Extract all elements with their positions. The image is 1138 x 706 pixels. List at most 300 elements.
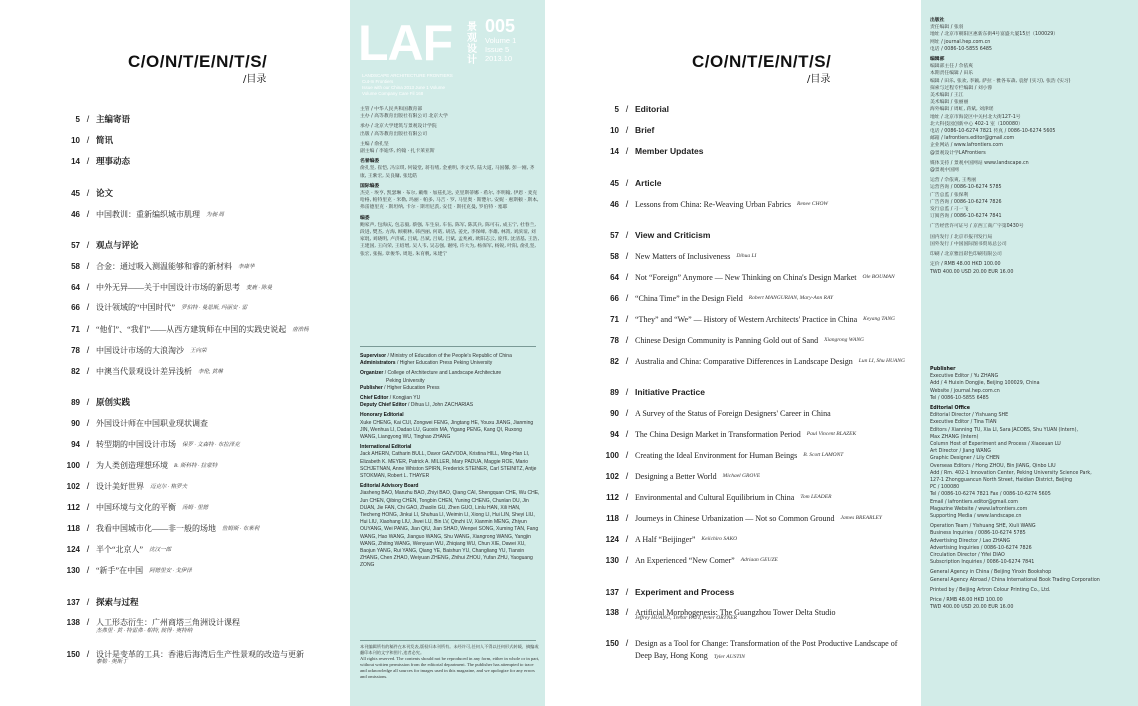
toc-row	[0, 500, 350, 514]
colophon-line: Tel / 0086-10-6274 7821 Fax / 0086-10-6274 5605	[930, 492, 1051, 498]
colophon-line: Price / RMB 48.00 HKD 100.00	[930, 598, 1003, 604]
toc-slash: /	[625, 638, 629, 648]
colophon-line: Business Inquiries / 0086-10-6274 5785	[930, 531, 1026, 537]
colophon-line: Publisher	[930, 367, 956, 372]
toc-slash: /	[86, 439, 90, 449]
toc-page-number: 46	[71, 209, 80, 219]
toc-slash: /	[625, 272, 629, 282]
colophon-block	[930, 251, 1135, 258]
toc-slash: /	[86, 544, 90, 554]
toc-page-number: 10	[71, 135, 80, 145]
toc-page-number: 14	[71, 156, 80, 166]
toc-row	[545, 176, 921, 190]
colophon-line: General Agency Abroad / China International Book Trading Corporation	[930, 577, 1100, 583]
toc-slash: /	[86, 397, 90, 407]
toc-page-number: 100	[605, 450, 619, 460]
toc-article-title: Australia and China: Comparative Differences in Landscape Design	[635, 356, 853, 366]
masthead-small-print	[362, 73, 453, 97]
divider	[360, 346, 536, 347]
divider	[360, 640, 536, 641]
toc-slash: /	[86, 345, 90, 355]
toc-article-title: A Half “Beijinger”	[635, 534, 696, 544]
toc-page-number: 64	[610, 272, 619, 282]
toc-slash: /	[86, 282, 90, 292]
colophon-line: Supporting Media / www.landscape.cn	[930, 514, 1022, 520]
toc-page-number: 57	[71, 240, 80, 250]
toc-slash: /	[625, 587, 629, 597]
toc-slash: /	[625, 356, 629, 366]
cn-line: 副主编 / 李迪华, 约翰 · 扎卡莱亚斯	[360, 149, 435, 155]
toc-article-title: 设计是变革的工具：香港后海湾后生产性景观的改造与更新	[96, 649, 304, 659]
toc-author: Renee CHOW	[797, 201, 829, 207]
toc-page-number: 124	[66, 544, 80, 554]
toc-author: Dihua LI	[736, 253, 757, 259]
colophon-line: 电话 / 0086-10-5855 6485	[930, 46, 992, 52]
colophon-line: Column Host of Experiment and Process / Xiaoxuan LU	[930, 442, 1061, 448]
toc-author: Keyang TANG	[863, 316, 895, 322]
colophon-line: 网址 / journal.hep.com.cn	[930, 39, 991, 45]
laf-logo-chinese: 景观设计	[467, 22, 477, 66]
toc-row	[0, 207, 350, 221]
masthead-chinese	[360, 106, 540, 261]
colophon-line: 地址 / 北京市朝阳区惠新东街4号富盛大厦15层（100029）	[930, 32, 1059, 38]
toc-article-title: 转型期的中国设计市场	[96, 439, 176, 449]
toc-row	[0, 364, 350, 378]
toc-row	[0, 300, 350, 314]
colophon-line: Add / Rm. 402-1 Innovation Center, Peking University Science Park,	[930, 470, 1092, 476]
colophon-line: 媒体支持 / 景观中国网站 www.landscape.cn	[930, 160, 1029, 166]
toc-page-number: 71	[610, 314, 619, 324]
small-line: LANDSCAPE ARCHITECTURE FRONTIERS	[362, 73, 453, 78]
colophon-block	[930, 56, 1135, 157]
toc-article-title: Not “Foreign” Anymore — New Thinking on China's Design Market	[635, 272, 857, 282]
toc-row	[545, 511, 921, 525]
laf-logo: LAF	[358, 15, 453, 71]
toc-article-title: 设计领域的“中国时代”	[96, 302, 176, 312]
colophon-english	[930, 366, 1135, 615]
toc-section-title: Experiment and Process	[635, 587, 735, 597]
colophon-line: Add / 4 Huixin Dongjie, Beijing 100029, China	[930, 381, 1040, 387]
toc-row	[545, 270, 921, 284]
toc-article-title: 合金：通过吸入测温能够和睿的新材料	[96, 261, 232, 271]
toc-row	[0, 521, 350, 535]
colophon-line: 邮箱 / lafrontiers.editor@gmail.com	[930, 136, 1015, 142]
colophon-line: Editorial Director / Yishuang SHE	[930, 413, 1009, 419]
toc-author: 迈克尔 · 格罗夫	[150, 484, 188, 490]
colophon-line: 广告咨询 / 0086-10-6274 7826	[930, 199, 1002, 205]
contents-page-english	[545, 0, 921, 706]
toc-author: 詹姆斯 · 布莱利	[222, 526, 260, 532]
en-text: / Kongjian YU	[388, 395, 421, 402]
toc-row	[0, 647, 350, 661]
toc-slash: /	[625, 450, 629, 460]
toc-slash: /	[625, 471, 629, 481]
colophon-line: Printed by / Beijing Artron Colour Printing Co., Ltd.	[930, 587, 1051, 593]
toc-row	[545, 427, 921, 441]
toc-page-number: 112	[67, 502, 80, 512]
toc-row	[0, 395, 350, 409]
toc-row	[0, 238, 350, 252]
toc-row	[545, 123, 921, 137]
toc-slash: /	[86, 565, 90, 575]
colophon-line: 运营 / 佘依爽, 王秀丽	[930, 178, 977, 184]
toc-slash: /	[86, 649, 90, 659]
toc-section-title: 原创实践	[96, 397, 131, 407]
toc-author: Keiichiro SAKO	[701, 536, 738, 542]
toc-page-number: 14	[610, 146, 619, 156]
toc-page-number: 94	[71, 439, 80, 449]
toc-page-number: 150	[605, 638, 619, 648]
toc-slash: /	[625, 251, 629, 261]
colophon-line: Graphic Designer / Lily CHEN	[930, 456, 1000, 462]
toc-row	[545, 354, 921, 368]
colophon-line: 127-1 Zhongguancun North Street, Haidian District, Beijing	[930, 478, 1073, 484]
toc-title-continued: Deep Bay, Hong Kong	[635, 651, 708, 660]
toc-slash: /	[625, 293, 629, 303]
toc-row	[545, 144, 921, 158]
colophon-line: Editors / Xianning TU, Xia LI, Sara JACOBS, Shu YUAN (Intern),	[930, 427, 1078, 433]
toc-slash: /	[86, 324, 90, 334]
masthead-english	[360, 353, 540, 573]
toc-author: 麦鹿 · 陈曼	[246, 285, 273, 291]
date-line: 2013.10	[485, 54, 513, 63]
toc-author: 李康华	[238, 264, 255, 270]
notice-cn: 本刊编辑所有的稿件在本刊发表,版权归本刊所有。未经许可,任何人不得以任何形式转载、摘编或翻印本刊的文字和图片,违者必究。	[360, 644, 539, 655]
notice-en: All rights reserved. The contents should not be reproduced in any form, either in whole or in part, without written permission from the editorial department. The publisher has attempted to trace and acknowledge all sources for images used in this magazine, and we apologize for any errors and omissions.	[360, 656, 540, 679]
toc-slash: /	[86, 366, 90, 376]
toc-slash: /	[625, 199, 629, 209]
toc-section-title: 论文	[96, 188, 114, 198]
colophon-line: 编辑 / 田乐, 张欢, 李颖, 萨拉 · 雅各布森, 袁舒 (实习), 张浩 (实习)	[930, 78, 1071, 84]
colophon-block	[930, 17, 1135, 53]
colophon-line: Magazine Website / www.lafrontiers.com	[930, 506, 1028, 512]
toc-page-number: 5	[614, 104, 619, 114]
intl-cn-names: 杰克 · 埃亨, 凯瑟琳 · 布尔, 戴维 · 加兹扎达, 克里斯蒂娜 · 希尔, 李明翰, 伊恩 · 麦克哈格, 帕特里克 · 米勒, 玛丽 · 帕多, 马吉 · 罗, 马里奥 · 斯楚尔, 安妮 · 惠斯顿 · 斯本, 弗雷德里克 · 斯坦纳, 卡尔 · 斯坦尼茨, 安佳 · 斯托克曼, 罗伯特 · 塞耶	[360, 191, 539, 211]
colophon-line: 编辑部主任 / 佘依爽	[930, 64, 974, 70]
toc-page-number: 82	[71, 366, 80, 376]
toc-author: James BREARLEY	[840, 515, 882, 521]
toc-slash: /	[625, 314, 629, 324]
colophon-line: 美术编辑 / 王江	[930, 93, 964, 99]
colophon-line: Subscription Inquiries / 0086-10-6274 7841	[930, 560, 1035, 566]
toc-row	[0, 542, 350, 556]
toc-page-number: 150	[66, 649, 80, 659]
colophon-line: 运营咨询 / 0086-10-6274 5785	[930, 185, 1002, 191]
toc-page-number: 124	[605, 534, 619, 544]
en-text: / Higher Education Press	[382, 384, 440, 391]
colophon-line: @景观设计学LAFrontiers	[930, 150, 986, 156]
contents-title: C/O/N/T/E/N/T/S/	[692, 52, 832, 71]
toc-section-title: 理事动态	[96, 156, 131, 166]
masthead-panel	[350, 0, 545, 706]
colophon-line: 地址 / 北京市海淀区中关村北大街127-1号	[930, 114, 1021, 120]
toc-author: 阿德里安 · 戈伊泽	[149, 568, 192, 574]
toc-row	[0, 133, 350, 147]
toc-slash: /	[86, 209, 90, 219]
toc-section-title: Initiative Practice	[635, 387, 705, 397]
colophon-line: Tel / 0086-10-5855 6485	[930, 395, 989, 401]
toc-article-title: “新手”在中国	[96, 565, 144, 575]
colophon-line: Advertising Director / Lao ZHANG	[930, 538, 1011, 544]
intl-en-names: Jack AHERN, Catharin BULL, Davor GAZVODA, Kristina HILL, Ming-Han LI, Elizabeth K. MEYER, Patrick A. MILLER, Mary PADUA, Maggie ROE, Mario SCHJETNAN, Anne Whiston SPIRN, Frederick STEINER, Carl STEINITZ, Antje STOKMAN, Robert L. THAYER	[360, 451, 537, 480]
colophon-line: 国外发行 / 中国国际图书贸易总公司	[930, 241, 1007, 247]
toc-row	[545, 448, 921, 462]
toc-slash: /	[86, 240, 90, 250]
colophon-line: 美术编辑 / 张丽丽	[930, 100, 969, 106]
cn-line: 主办 / 高等教育出版社有限公司 北京大学	[360, 114, 448, 120]
toc-page-number: 78	[610, 335, 619, 345]
toc-row	[545, 291, 921, 305]
toc-author: 为昶·周	[206, 212, 224, 218]
toc-page-number: 102	[605, 471, 619, 481]
en-label: Publisher	[360, 384, 383, 391]
toc-article-title: The China Design Market in Transformation Period	[635, 429, 801, 439]
copyright-notice	[360, 644, 540, 680]
colophon-block	[930, 569, 1135, 583]
toc-author: 保罗 · 文森特 · 布拉泽克	[182, 442, 240, 448]
toc-page-number: 90	[610, 408, 619, 418]
toc-row	[545, 102, 921, 116]
toc-slash: /	[625, 146, 629, 156]
toc-slash: /	[625, 178, 629, 188]
toc-page-number: 58	[71, 261, 80, 271]
toc-slash: /	[86, 523, 90, 533]
cn-line: 主编 / 俞孔坚	[360, 141, 389, 147]
toc-slash: /	[86, 502, 90, 512]
toc-article-title: Designing a Better World	[635, 471, 717, 481]
en-label: Chief Editor	[360, 395, 389, 402]
toc-article-title: Journeys in Chinese Urbanization — Not so Common Ground	[635, 513, 835, 523]
toc-article-title: Environmental and Cultural Equilibrium in China	[635, 492, 795, 502]
toc-slash: /	[625, 230, 629, 240]
colophon-line: 出版社	[930, 18, 945, 23]
colophon-line: TWD 400.00 USD 20.00 EUR 16.00	[930, 605, 1014, 611]
honorary-en-label: Honorary Editorial	[360, 412, 404, 419]
toc-author: 沈汉一郎	[149, 547, 172, 553]
toc-section-title: 简讯	[96, 135, 114, 145]
colophon-line: 企业网站 / www.lafrontiers.com	[930, 143, 1003, 149]
colophon-line: 发行总监 / 刁一飞	[930, 207, 969, 213]
colophon-line: 探索与过程专栏编辑 / 刘小蓉	[930, 85, 993, 91]
toc-slash: /	[625, 335, 629, 345]
small-line: Issue with our China 2013 June 1 Volume	[362, 85, 446, 90]
toc-slash: /	[625, 534, 629, 544]
colophon-line: Max ZHANG (Intern)	[930, 434, 979, 440]
colophon-line: 定价 / RMB 48.00 HKD 100.00	[930, 262, 1001, 268]
colophon-line: @景观中国网	[930, 168, 959, 174]
toc-section-title: Article	[635, 178, 662, 188]
toc-author: Ole BOUMAN	[862, 274, 895, 280]
toc-page-number: 100	[66, 460, 80, 470]
toc-author: Robert MANGURIAN, Mary-Ann RAY	[748, 295, 834, 301]
toc-page-number: 71	[71, 324, 80, 334]
toc-article-title: 中澳当代景观设计差异浅析	[96, 366, 192, 376]
en-label: Deputy Chief Editor	[360, 402, 407, 409]
colophon-block	[930, 597, 1135, 611]
toc-slash: /	[625, 387, 629, 397]
colophon-line: Advertising Inquiries / 0086-10-6274 7826	[930, 545, 1032, 551]
board-cn-label: 编委	[360, 215, 370, 221]
toc-section-title: 观点与评论	[96, 240, 139, 250]
board-en-label: Editorial Advisory Board	[360, 483, 419, 490]
colophon-line: 本期责任编辑 / 田乐	[930, 71, 974, 77]
toc-page-number: 112	[606, 492, 619, 502]
toc-article-title: Chinese Design Community is Panning Gold out of Sand	[635, 335, 819, 345]
en-label: Supervisor	[360, 353, 387, 359]
colophon-line: TWD 400.00 USD 20.00 EUR 16.00	[930, 269, 1014, 275]
colophon-block	[930, 587, 1135, 594]
toc-row	[545, 228, 921, 242]
colophon-line: 北大科技园创新中心 402-1 室（100080）	[930, 121, 1023, 127]
toc-row	[545, 469, 921, 483]
colophon-line: 广告经营许可证号 / 京西工商广字第0430号	[930, 224, 1024, 230]
intl-en-label: International Editorial	[360, 444, 412, 451]
toc-page-number: 130	[66, 565, 80, 575]
contents-title: C/O/N/T/E/N/T/S/	[128, 52, 268, 71]
toc-author: Paul Vincent BLAZEK	[806, 431, 857, 437]
toc-article-title: “他们”、“我们”——从西方建筑师在中国的实践史说起	[96, 324, 287, 334]
colophon-block	[930, 366, 1135, 402]
toc-author: 杰弗里 · 黄 · 特雷弗 · 帕特, 彼得 · 奥特纳	[96, 628, 193, 634]
colophon-line: 印刷 / 北京雅昌彩色印刷有限公司	[930, 252, 1002, 258]
colophon-block	[930, 160, 1135, 174]
colophon-line: PC / 100080	[930, 485, 960, 491]
toc-author: B. 斯科特 · 拉蒙特	[174, 463, 218, 469]
toc-section-title: Member Updates	[635, 146, 704, 156]
cn-line: 承办 / 北京大学建筑与景观设计学院	[360, 124, 437, 130]
toc-row	[0, 259, 350, 273]
intl-cn-label: 国际编委	[360, 183, 380, 189]
toc-page-number: 138	[605, 607, 619, 617]
toc-article-title: 半个“北京人”	[96, 544, 144, 554]
colophon-block	[930, 223, 1135, 230]
cn-line: 出版 / 高等教育出版社有限公司	[360, 131, 428, 137]
toc-page-number: 58	[610, 251, 619, 261]
colophon-line: 编辑部	[930, 57, 945, 63]
contents-subtitle: /目录	[243, 74, 267, 85]
toc-slash: /	[86, 481, 90, 491]
toc-section-title: 探索与过程	[96, 597, 139, 607]
toc-row	[545, 197, 921, 211]
colophon-block	[930, 405, 1135, 520]
colophon-block	[930, 261, 1135, 275]
colophon-line: Art Director / Jiang WANG	[930, 449, 991, 455]
toc-author: B. Scott LAMONT	[803, 452, 844, 458]
toc-page-number: 89	[610, 387, 619, 397]
toc-row	[545, 312, 921, 326]
colophon-line: Editorial Office	[930, 406, 971, 412]
toc-author: 泰勒 · 奥斯丁	[96, 659, 128, 665]
colophon-block	[930, 234, 1135, 248]
toc-article-title: 人工形态衍生：广州商塔三角洲设计课程	[96, 617, 240, 627]
toc-article-title: Lessons from China: Re-Weaving Urban Fabrics	[635, 199, 791, 209]
toc-slash: /	[625, 408, 629, 418]
toc-author: 汤姆 · 里德	[182, 505, 209, 511]
toc-slash: /	[625, 555, 629, 565]
toc-slash: /	[625, 513, 629, 523]
toc-page-number: 10	[610, 125, 619, 135]
toc-page-number: 130	[605, 555, 619, 565]
toc-row	[545, 553, 921, 567]
toc-author: Adriaan GEUZE	[740, 557, 778, 563]
en-text: / Higher Education Press Peking University	[395, 360, 493, 367]
toc-slash: /	[86, 156, 90, 166]
toc-author: 王向荣	[190, 348, 207, 354]
toc-slash: /	[86, 188, 90, 198]
en-label: Organizer	[360, 370, 384, 377]
toc-page-number: 66	[610, 293, 619, 303]
toc-slash: /	[86, 114, 90, 124]
toc-slash: /	[86, 617, 90, 627]
toc-slash: /	[86, 261, 90, 271]
toc-article-title: Design as a Tool for Change: Transformation of the Post Productive Landscape of	[635, 638, 898, 648]
cn-line: 主管 / 中华人民共和国教育部	[360, 107, 423, 112]
colophon-line: Overseas Editors / Hong ZHOU, Bin JIANG, Qinbo LIU	[930, 463, 1056, 469]
toc-article-title: 为人类创造理想环境	[96, 460, 168, 470]
honorary-cn-names: 俞孔坚, 崔恺, 冯宗琪, 何镜堂, 蒋有绪, 金重明, 李文华, 陆大道, 马国馨, 彭一刚, 齐康, 王紫宏, 吴良镛, 张廷皓	[360, 166, 535, 179]
toc-page-number: 89	[71, 397, 80, 407]
toc-article-title: “China Time” in the Design Field	[635, 293, 743, 303]
board-en-names: Jiasheng BAO, Manzhu BAO, Zhiyi BAO, Qiang CAI, Shengquan CHE, Wu CHE, Jun CHEN, Qibing CHEN, Tongbin CHEN, Yuning CHENG, Chunlan DU, Jin DUAN, Jie FAN, Chi GAO, Zhaolin GU, Zhen GUO, Linlu HAN, Xili HAN, Tiecheng HONG, Jinkui LI, Shuhua LI, Weimin LI, Xiong LI, Hui LIN, Sheyi LIU, Hui LIU, Xiaohang LIU, Jiwei LU, Bin LV, Qinzhi LV, Xianmin MENG, Zhiyun OUYANG, Wei PANG, Jian QIU, Jian SHAO, Wenpei SONG, Xuming TAN, Fang WANG, Hao WANG, Jianguo WANG, Shu WANG, Xiangrong WANG, Yangjin WANG, Zhiting WANG, Wenyuan WU, Zhiqiang WU, Chun XIE, Dawei XU, Baojun YANG, Rui YANG, Qiang YE, Baishun YU, Changliang YU, Tianxin ZHANG, Chen ZHAO, Weiyuan ZHENG, Zhihui ZHOU, Yufan ZHU, Yaoguang ZONG	[360, 490, 540, 569]
toc-article-title: Artificial Morphogenesis: The Guangzhou Tower Delta Studio	[635, 607, 836, 617]
toc-page-number: 64	[71, 282, 80, 292]
toc-article-title: New Matters of Inclusiveness	[635, 251, 731, 261]
toc-row	[0, 479, 350, 493]
toc-row	[545, 585, 921, 599]
colophon-panel	[921, 0, 1138, 706]
toc-author: Tom LEADER	[800, 494, 832, 500]
en-text: / College of Architecture and Landscape Architecture	[383, 370, 502, 377]
colophon-line: 国内发行 / 北京市报刊发行局	[930, 234, 993, 240]
volume-info	[485, 36, 516, 63]
contents-page-chinese	[0, 0, 350, 706]
toc-section-title: 主编寄语	[96, 114, 131, 124]
toc-page-number: 45	[71, 188, 80, 198]
colophon-line: General Agency in China / Beijing Yinxin Bookshop	[930, 570, 1052, 576]
toc-page-number: 45	[610, 178, 619, 188]
toc-slash: /	[625, 104, 629, 114]
honorary-cn-label: 名誉编委	[360, 159, 380, 165]
toc-section-title: Editorial	[635, 104, 670, 114]
toc-section-title: View and Criticism	[635, 230, 711, 240]
toc-page-number: 5	[75, 114, 80, 124]
toc-row	[0, 458, 350, 472]
toc-slash: /	[625, 429, 629, 439]
toc-article-title: 中国环境与文化的平衡	[96, 502, 176, 512]
board-cn-names: 鲍家声, 包海庆, 包志毅, 蔡强, 车生泉, 车伍, 陈军, 陈其兵, 陈可石, 成玉宁, 杜春兰, 段进, 樊杰, 方海, 顾朝林, 韩西丽, 何昉, 胡洁, 姜允, 李保峰, 李雄, 林箐, 刘滨谊, 刘家琨, 刘晓明, 卢济威, 吕斌, 吕斌, 吕斌, 吕斌, 孟兆祯, 欧阳志云, 庞伟, 沈清基, 王浩, 王建国, 王向荣, 王绍增, 吴人韦, 吴志强, 谢纯, 许大为, 杨保军, 杨锐, 叶阳, 俞孔坚, 张宏, 张振, 章俊华, 周进, 朱育帆, 朱建宁	[360, 222, 539, 257]
toc-article-title: 我看中国城市化——非一般的场地	[96, 523, 216, 533]
colophon-line: Executive Editor / Tina TIAN	[930, 420, 997, 426]
colophon-chinese	[930, 17, 1135, 279]
issue-line: Issue 5	[485, 45, 510, 54]
honorary-en-names: Xuke CHENG, Kai CUI, Zongwei FENG, Jingtang HE, Youxu JIANG, Jianming JIN, Wenhua LI, Dadao LU, Guoxin MA, Yigang PENG, Kang QI, Ruxong WANG, Liangyong WU, Tinghao ZHANG	[360, 419, 534, 441]
toc-row	[0, 112, 350, 126]
toc-article-title: A Survey of the Status of Foreign Designers' Career in China	[635, 408, 831, 418]
colophon-line: 订阅咨询 / 0086-10-6274 7841	[930, 214, 1002, 220]
toc-row	[0, 154, 350, 168]
toc-slash: /	[86, 597, 90, 607]
toc-page-number: 90	[71, 418, 80, 428]
toc-article-title: 外国设计师在中国职业现状调查	[96, 418, 208, 428]
toc-slash: /	[625, 125, 629, 135]
toc-author: Tyler AUSTIN	[713, 654, 745, 660]
toc-continuation	[635, 645, 745, 663]
toc-row	[0, 343, 350, 357]
toc-slash: /	[86, 135, 90, 145]
toc-slash: /	[625, 607, 629, 617]
colophon-line: Website / journal.hep.com.cn	[930, 388, 1000, 394]
colophon-line: Circulation Director / Yifei DIAO	[930, 553, 1005, 559]
